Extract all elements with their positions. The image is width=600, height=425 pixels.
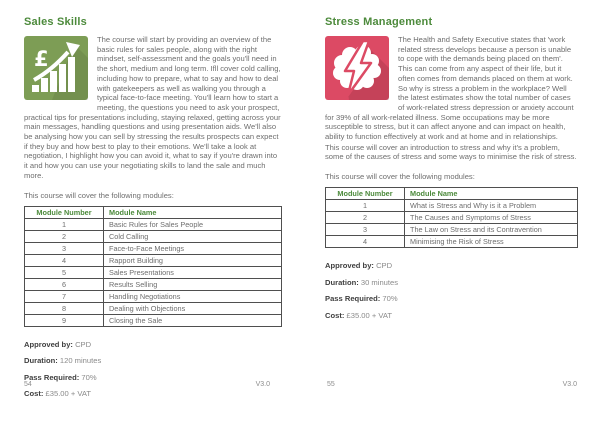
module-name: Closing the Sale — [104, 314, 282, 326]
page-title: Stress Management — [325, 16, 433, 28]
module-number: 3 — [326, 224, 405, 236]
detail-value: 30 minutes — [360, 277, 399, 287]
page-title: Sales Skills — [24, 16, 87, 28]
version-label: V3.0 — [562, 381, 577, 388]
footer-left-page — [24, 381, 270, 388]
table-row — [326, 200, 578, 212]
detail-value: £35.00 + VAT — [45, 389, 92, 399]
table-row — [25, 290, 282, 302]
module-name: Face-to-Face Meetings — [104, 242, 282, 254]
detail-value: CPD — [75, 339, 92, 349]
module-number: 1 — [326, 200, 405, 212]
footer-right-page — [327, 381, 577, 388]
module-name: The Law on Stress and its Contravention — [405, 224, 578, 236]
page-number: 54 — [24, 381, 32, 388]
module-name: Handling Negotiations — [104, 290, 282, 302]
table-header-row — [25, 206, 282, 218]
modules-intro: This course will cover the following modules: — [24, 190, 174, 200]
module-number: 9 — [25, 314, 104, 326]
column-header-module-number: Module Number — [326, 188, 405, 200]
table-row — [326, 212, 578, 224]
detail-label: Pass Required: — [325, 294, 381, 304]
detail-approved-by — [325, 261, 578, 270]
course-description: The course will start by providing an overview of the basic rules for sales people, along with the right mindset, self-assessment and the goals you'll need in the short, medium and long term. Ifll cover cold calling, including how to prepare, what to say and how to deal with gatekeepers as well as walking you through a typical face-to-face meeting. You'll learn how to start a meeting, the questions you need to ask your prospect, practical tips for presentations including, staying relaxed, getting across your main messages, handling questions and using presentation aids. We'll also be analysing how you can sell by stressing the results prospects can expect if they buy and how best to play to their emotions. We'll take a look at negotiation, I highlight how you can avoid it, what to say if you're drawn into it and how you can use your negotiating skills to land the sale and much more. — [24, 35, 281, 180]
detail-duration — [24, 356, 282, 365]
version-label: V3.0 — [255, 381, 270, 388]
detail-value: CPD — [376, 261, 393, 271]
module-number: 1 — [25, 218, 104, 230]
detail-value: 70% — [382, 294, 398, 304]
module-number: 5 — [25, 266, 104, 278]
module-name: Cold Calling — [104, 230, 282, 242]
module-name: Dealing with Objections — [104, 302, 282, 314]
detail-cost — [24, 389, 282, 398]
detail-value: 120 minutes — [59, 356, 102, 366]
module-number: 6 — [25, 278, 104, 290]
detail-approved-by — [24, 340, 282, 349]
table-row — [25, 230, 282, 242]
course-description: The Health and Safety Executive states that 'work related stress develops because a person is unable to cope with the demands being placed on them'. This can come from any aspect of their life, but it often comes from demands placed on them at work. So why is stress a problem in the workplace? Well the latest estimates show the total number of cases of work-related stress depression or anxiety account for 39% of all work-related illness. Some occupations may be more susceptible to stress, but it can affect anyone and can impact on health, ability to function effectively at work and at home and in relationships. — [325, 35, 574, 142]
column-header-module-number: Module Number — [25, 206, 104, 218]
detail-pass-required — [325, 294, 578, 303]
pound-growth-chart-icon — [24, 36, 88, 100]
course-description-continued: This course will cover an introduction to stress and why it's a problem, some of the causes of stress and some ways to minimise the risk of stress. — [325, 142, 577, 162]
table-row — [25, 302, 282, 314]
course-section-sales-skills — [24, 16, 282, 406]
detail-value: £35.00 + VAT — [346, 310, 393, 320]
modules-intro: This course will cover the following modules: — [325, 172, 475, 182]
module-number: 3 — [25, 242, 104, 254]
course-details — [325, 261, 578, 320]
module-number: 4 — [326, 236, 405, 248]
detail-label: Duration: — [24, 356, 58, 366]
module-name: Basic Rules for Sales People — [104, 218, 282, 230]
table-row — [25, 218, 282, 230]
detail-label: Approved by: — [325, 261, 374, 271]
detail-duration — [325, 278, 578, 287]
table-row — [326, 236, 578, 248]
table-row — [25, 266, 282, 278]
module-number: 8 — [25, 302, 104, 314]
table-row — [326, 224, 578, 236]
detail-label: Cost: — [24, 389, 44, 399]
svg-text:£: £ — [34, 47, 49, 71]
course-section-stress-management — [325, 16, 578, 327]
detail-cost — [325, 311, 578, 320]
detail-value: 70% — [81, 372, 97, 382]
module-number: 7 — [25, 290, 104, 302]
table-header-row — [326, 188, 578, 200]
page-number: 55 — [327, 381, 335, 388]
detail-label: Pass Required: — [24, 372, 80, 382]
modules-table — [24, 206, 282, 327]
table-row — [25, 254, 282, 266]
module-number: 2 — [326, 212, 405, 224]
detail-label: Duration: — [325, 277, 359, 287]
table-row — [25, 314, 282, 326]
module-name: What is Stress and Why is it a Problem — [405, 200, 578, 212]
module-name: Rapport Building — [104, 254, 282, 266]
module-name: Minimising the Risk of Stress — [405, 236, 578, 248]
table-row — [25, 278, 282, 290]
module-name: Results Selling — [104, 278, 282, 290]
detail-label: Cost: — [325, 310, 345, 320]
module-name: The Causes and Symptoms of Stress — [405, 212, 578, 224]
table-row — [25, 242, 282, 254]
course-details — [24, 340, 282, 399]
brain-lightning-icon — [325, 36, 389, 100]
modules-table — [325, 187, 578, 248]
module-number: 4 — [25, 254, 104, 266]
module-number: 2 — [25, 230, 104, 242]
module-name: Sales Presentations — [104, 266, 282, 278]
detail-label: Approved by: — [24, 339, 73, 349]
column-header-module-name: Module Name — [405, 188, 578, 200]
column-header-module-name: Module Name — [104, 206, 282, 218]
